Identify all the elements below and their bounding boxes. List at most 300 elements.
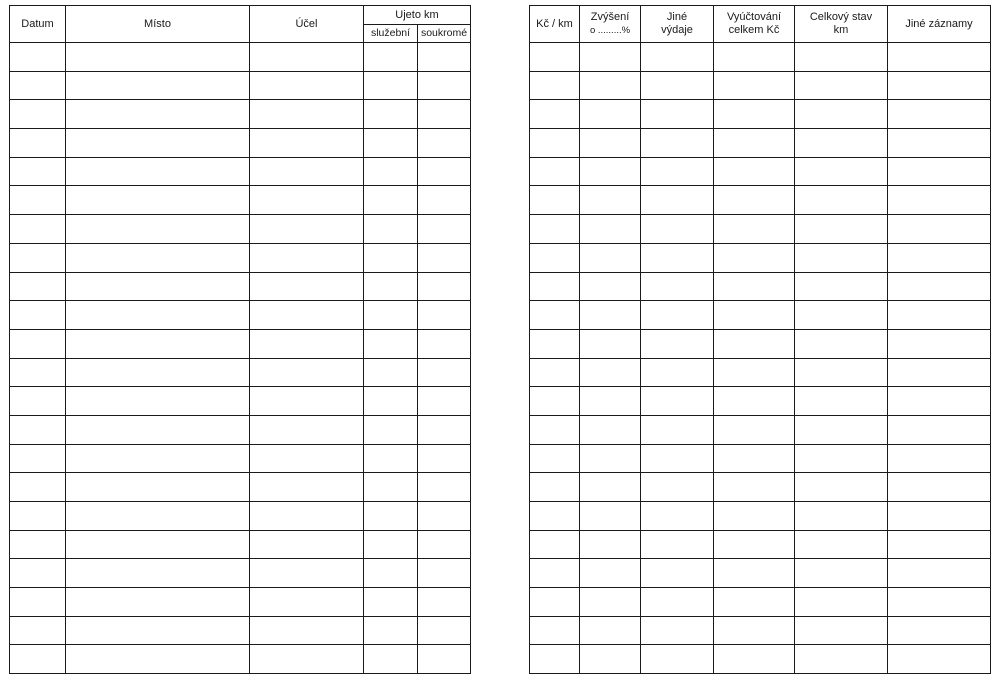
right-table-row bbox=[530, 415, 991, 444]
left-table-empty-cell[interactable] bbox=[364, 215, 418, 244]
right-table-empty-cell[interactable] bbox=[795, 358, 888, 387]
right-table-row bbox=[530, 358, 991, 387]
right-table-empty-cell[interactable] bbox=[795, 71, 888, 100]
right-table-empty-cell[interactable] bbox=[580, 215, 641, 244]
left-table-row bbox=[10, 71, 471, 100]
left-table-empty-cell[interactable] bbox=[66, 100, 250, 129]
left-table-empty-cell[interactable] bbox=[418, 387, 471, 416]
left-table-row bbox=[10, 43, 471, 72]
right-table-empty-cell[interactable] bbox=[530, 100, 580, 129]
right-table-empty-cell[interactable] bbox=[714, 473, 795, 502]
left-table-empty-cell[interactable] bbox=[418, 444, 471, 473]
left-table-empty-cell[interactable] bbox=[66, 444, 250, 473]
right-table-empty-cell[interactable] bbox=[530, 588, 580, 617]
right-table-empty-cell[interactable] bbox=[530, 71, 580, 100]
left-table-empty-cell[interactable] bbox=[364, 502, 418, 531]
left-table-empty-cell[interactable] bbox=[364, 645, 418, 674]
right-table-empty-cell[interactable] bbox=[795, 301, 888, 330]
left-table-row bbox=[10, 444, 471, 473]
right-table-empty-cell[interactable] bbox=[580, 186, 641, 215]
left-table-empty-cell[interactable] bbox=[250, 387, 364, 416]
right-table-empty-cell[interactable] bbox=[795, 272, 888, 301]
right-table-empty-cell[interactable] bbox=[530, 329, 580, 358]
right-table-empty-cell[interactable] bbox=[888, 186, 991, 215]
left-table-empty-cell[interactable] bbox=[66, 157, 250, 186]
right-table-empty-cell[interactable] bbox=[795, 215, 888, 244]
right-table-empty-cell[interactable] bbox=[641, 473, 714, 502]
right-table-empty-cell[interactable] bbox=[888, 329, 991, 358]
left-table-empty-cell[interactable] bbox=[250, 645, 364, 674]
right-table-empty-cell[interactable] bbox=[888, 100, 991, 129]
right-table-empty-cell[interactable] bbox=[641, 43, 714, 72]
left-table-row bbox=[10, 358, 471, 387]
left-table-empty-cell[interactable] bbox=[250, 272, 364, 301]
left-table-empty-cell[interactable] bbox=[364, 329, 418, 358]
left-table-empty-cell[interactable] bbox=[364, 530, 418, 559]
left-table-empty-cell[interactable] bbox=[10, 43, 66, 72]
left-table-empty-cell[interactable] bbox=[250, 329, 364, 358]
left-table-empty-cell[interactable] bbox=[250, 157, 364, 186]
right-table-empty-cell[interactable] bbox=[714, 215, 795, 244]
right-table-empty-cell[interactable] bbox=[888, 588, 991, 617]
right-table-empty-cell[interactable] bbox=[714, 358, 795, 387]
right-table-empty-cell[interactable] bbox=[714, 129, 795, 158]
left-table-empty-cell[interactable] bbox=[364, 157, 418, 186]
right-table-empty-cell[interactable] bbox=[580, 473, 641, 502]
left-table-row bbox=[10, 243, 471, 272]
left-table-empty-cell[interactable] bbox=[66, 129, 250, 158]
column-header-jine-vydaje bbox=[641, 6, 714, 43]
left-table-empty-cell[interactable] bbox=[364, 387, 418, 416]
left-table-empty-cell[interactable] bbox=[10, 157, 66, 186]
right-table-empty-cell[interactable] bbox=[530, 243, 580, 272]
left-table-row bbox=[10, 473, 471, 502]
right-table-empty-cell[interactable] bbox=[641, 502, 714, 531]
right-table-empty-cell[interactable] bbox=[641, 157, 714, 186]
right-table-empty-cell[interactable] bbox=[580, 272, 641, 301]
right-table-empty-cell[interactable] bbox=[888, 272, 991, 301]
left-table-empty-cell[interactable] bbox=[364, 473, 418, 502]
right-table-empty-cell[interactable] bbox=[580, 645, 641, 674]
right-table-empty-cell[interactable] bbox=[580, 329, 641, 358]
right-table-empty-cell[interactable] bbox=[641, 329, 714, 358]
left-table-empty-cell[interactable] bbox=[418, 415, 471, 444]
left-table-empty-cell[interactable] bbox=[10, 186, 66, 215]
left-table-empty-cell[interactable] bbox=[250, 444, 364, 473]
left-table-empty-cell[interactable] bbox=[364, 129, 418, 158]
right-table-empty-cell[interactable] bbox=[580, 502, 641, 531]
right-table-empty-cell[interactable] bbox=[888, 502, 991, 531]
right-table-empty-cell[interactable] bbox=[795, 502, 888, 531]
right-table-empty-cell[interactable] bbox=[888, 358, 991, 387]
right-table-row bbox=[530, 502, 991, 531]
left-table-empty-cell[interactable] bbox=[10, 301, 66, 330]
right-table-row bbox=[530, 473, 991, 502]
left-table-empty-cell[interactable] bbox=[250, 415, 364, 444]
right-table-empty-cell[interactable] bbox=[641, 243, 714, 272]
left-table-empty-cell[interactable] bbox=[418, 100, 471, 129]
right-table-empty-cell[interactable] bbox=[795, 100, 888, 129]
right-table-empty-cell[interactable] bbox=[580, 100, 641, 129]
right-table-empty-cell[interactable] bbox=[795, 157, 888, 186]
right-table-empty-cell[interactable] bbox=[888, 157, 991, 186]
left-table-empty-cell[interactable] bbox=[418, 301, 471, 330]
column-header-vyuctovani-line1: Vyúčtování bbox=[726, 11, 781, 23]
column-header-zvyseni bbox=[580, 6, 641, 43]
left-table-empty-cell[interactable] bbox=[250, 43, 364, 72]
left-table-empty-cell[interactable] bbox=[364, 415, 418, 444]
right-table-empty-cell[interactable] bbox=[795, 473, 888, 502]
right-table-row bbox=[530, 43, 991, 72]
right-table-empty-cell[interactable] bbox=[530, 43, 580, 72]
right-table-empty-cell[interactable] bbox=[530, 559, 580, 588]
left-table-row bbox=[10, 502, 471, 531]
right-table-empty-cell[interactable] bbox=[714, 329, 795, 358]
column-header-jine-zaznamy: Jiné záznamy bbox=[888, 6, 991, 43]
right-table-empty-cell[interactable] bbox=[530, 129, 580, 158]
left-table-empty-cell[interactable] bbox=[418, 157, 471, 186]
right-table-empty-cell[interactable] bbox=[641, 444, 714, 473]
right-table-empty-cell[interactable] bbox=[641, 272, 714, 301]
left-table-row bbox=[10, 186, 471, 215]
right-table-empty-cell[interactable] bbox=[530, 415, 580, 444]
right-table-empty-cell[interactable] bbox=[641, 530, 714, 559]
right-table-empty-cell[interactable] bbox=[714, 387, 795, 416]
right-table-empty-cell[interactable] bbox=[641, 415, 714, 444]
left-table-row bbox=[10, 157, 471, 186]
left-table-empty-cell[interactable] bbox=[66, 502, 250, 531]
left-table-empty-cell[interactable] bbox=[418, 559, 471, 588]
right-table-empty-cell[interactable] bbox=[714, 588, 795, 617]
column-header-ucel: Účel bbox=[250, 6, 364, 43]
right-table-empty-cell[interactable] bbox=[795, 43, 888, 72]
right-table-row bbox=[530, 387, 991, 416]
right-table-row bbox=[530, 588, 991, 617]
right-table-empty-cell[interactable] bbox=[795, 186, 888, 215]
right-table-empty-cell[interactable] bbox=[641, 186, 714, 215]
left-table-empty-cell[interactable] bbox=[364, 243, 418, 272]
right-table-empty-cell[interactable] bbox=[714, 444, 795, 473]
left-table-empty-cell[interactable] bbox=[10, 559, 66, 588]
right-table-empty-cell[interactable] bbox=[888, 444, 991, 473]
right-table-empty-cell[interactable] bbox=[795, 645, 888, 674]
right-table-empty-cell[interactable] bbox=[714, 645, 795, 674]
right-table-row bbox=[530, 444, 991, 473]
right-table-empty-cell[interactable] bbox=[530, 502, 580, 531]
right-table-empty-cell[interactable] bbox=[888, 559, 991, 588]
left-table-empty-cell[interactable] bbox=[10, 645, 66, 674]
left-table-empty-cell[interactable] bbox=[10, 616, 66, 645]
left-table-empty-cell[interactable] bbox=[418, 329, 471, 358]
right-table-empty-cell[interactable] bbox=[580, 301, 641, 330]
left-table-empty-cell[interactable] bbox=[418, 186, 471, 215]
left-table-empty-cell[interactable] bbox=[66, 387, 250, 416]
right-table-empty-cell[interactable] bbox=[888, 616, 991, 645]
left-table-empty-cell[interactable] bbox=[418, 43, 471, 72]
left-table-empty-cell[interactable] bbox=[10, 387, 66, 416]
right-table-row bbox=[530, 616, 991, 645]
right-table-empty-cell[interactable] bbox=[580, 358, 641, 387]
left-table-empty-cell[interactable] bbox=[418, 358, 471, 387]
left-table-empty-cell[interactable] bbox=[250, 530, 364, 559]
right-table-empty-cell[interactable] bbox=[580, 43, 641, 72]
left-table-row bbox=[10, 301, 471, 330]
right-table-empty-cell[interactable] bbox=[888, 71, 991, 100]
left-table-empty-cell[interactable] bbox=[250, 186, 364, 215]
right-table-empty-cell[interactable] bbox=[641, 387, 714, 416]
right-table-empty-cell[interactable] bbox=[530, 473, 580, 502]
right-table-empty-cell[interactable] bbox=[888, 243, 991, 272]
right-table-empty-cell[interactable] bbox=[795, 243, 888, 272]
left-table-empty-cell[interactable] bbox=[66, 243, 250, 272]
right-table-empty-cell[interactable] bbox=[714, 71, 795, 100]
right-table-empty-cell[interactable] bbox=[641, 215, 714, 244]
right-table-empty-cell[interactable] bbox=[580, 559, 641, 588]
right-table-empty-cell[interactable] bbox=[530, 301, 580, 330]
left-table-empty-cell[interactable] bbox=[364, 444, 418, 473]
left-table-empty-cell[interactable] bbox=[10, 588, 66, 617]
left-table-empty-cell[interactable] bbox=[364, 358, 418, 387]
left-table-row bbox=[10, 272, 471, 301]
left-table-empty-cell[interactable] bbox=[250, 129, 364, 158]
right-table-empty-cell[interactable] bbox=[530, 530, 580, 559]
column-header-jine-vydaje-line2: výdaje bbox=[661, 24, 693, 36]
left-table-empty-cell[interactable] bbox=[250, 358, 364, 387]
right-table-row bbox=[530, 215, 991, 244]
right-table-empty-cell[interactable] bbox=[795, 530, 888, 559]
left-table-empty-cell[interactable] bbox=[10, 530, 66, 559]
left-table-empty-cell[interactable] bbox=[364, 616, 418, 645]
right-table-empty-cell[interactable] bbox=[714, 502, 795, 531]
right-table-empty-cell[interactable] bbox=[580, 243, 641, 272]
right-table-empty-cell[interactable] bbox=[580, 387, 641, 416]
left-table-row bbox=[10, 530, 471, 559]
right-table-empty-cell[interactable] bbox=[888, 530, 991, 559]
left-table-empty-cell[interactable] bbox=[250, 588, 364, 617]
left-table-empty-cell[interactable] bbox=[10, 272, 66, 301]
left-table-empty-cell[interactable] bbox=[66, 186, 250, 215]
right-table-empty-cell[interactable] bbox=[580, 129, 641, 158]
left-table-empty-cell[interactable] bbox=[418, 588, 471, 617]
right-table-empty-cell[interactable] bbox=[530, 358, 580, 387]
left-table-row bbox=[10, 559, 471, 588]
left-table-empty-cell[interactable] bbox=[66, 530, 250, 559]
right-table-empty-cell[interactable] bbox=[530, 272, 580, 301]
right-table-empty-cell[interactable] bbox=[580, 157, 641, 186]
right-table-empty-cell[interactable] bbox=[641, 645, 714, 674]
left-table-empty-cell[interactable] bbox=[66, 301, 250, 330]
right-table-empty-cell[interactable] bbox=[641, 358, 714, 387]
left-table-empty-cell[interactable] bbox=[10, 444, 66, 473]
right-table-empty-cell[interactable] bbox=[714, 415, 795, 444]
trip-log-left-table bbox=[9, 5, 471, 674]
right-table-empty-cell[interactable] bbox=[530, 186, 580, 215]
right-table-empty-cell[interactable] bbox=[714, 43, 795, 72]
right-table-empty-cell[interactable] bbox=[580, 530, 641, 559]
column-header-vyuctovani bbox=[714, 6, 795, 43]
column-header-misto: Místo bbox=[66, 6, 250, 43]
left-table-empty-cell[interactable] bbox=[250, 559, 364, 588]
right-table-empty-cell[interactable] bbox=[714, 301, 795, 330]
left-table-empty-cell[interactable] bbox=[66, 616, 250, 645]
left-table-empty-cell[interactable] bbox=[250, 215, 364, 244]
right-table-empty-cell[interactable] bbox=[580, 616, 641, 645]
left-table-empty-cell[interactable] bbox=[250, 100, 364, 129]
right-table-row bbox=[530, 559, 991, 588]
right-table-empty-cell[interactable] bbox=[888, 645, 991, 674]
right-table-row bbox=[530, 186, 991, 215]
right-table-empty-cell[interactable] bbox=[795, 588, 888, 617]
left-table-empty-cell[interactable] bbox=[66, 43, 250, 72]
left-table-empty-cell[interactable] bbox=[10, 502, 66, 531]
left-table-row bbox=[10, 588, 471, 617]
right-table-empty-cell[interactable] bbox=[641, 71, 714, 100]
right-table-empty-cell[interactable] bbox=[641, 588, 714, 617]
right-table-empty-cell[interactable] bbox=[714, 100, 795, 129]
right-table-empty-cell[interactable] bbox=[714, 186, 795, 215]
right-table-empty-cell[interactable] bbox=[714, 157, 795, 186]
right-table-row bbox=[530, 129, 991, 158]
right-table-empty-cell[interactable] bbox=[888, 415, 991, 444]
left-table-empty-cell[interactable] bbox=[10, 215, 66, 244]
right-table-empty-cell[interactable] bbox=[580, 588, 641, 617]
right-table-empty-cell[interactable] bbox=[795, 444, 888, 473]
left-table-empty-cell[interactable] bbox=[66, 415, 250, 444]
left-table-empty-cell[interactable] bbox=[418, 243, 471, 272]
left-table-empty-cell[interactable] bbox=[418, 645, 471, 674]
left-table-empty-cell[interactable] bbox=[66, 473, 250, 502]
left-table-empty-cell[interactable] bbox=[418, 616, 471, 645]
left-table-empty-cell[interactable] bbox=[364, 559, 418, 588]
right-table-empty-cell[interactable] bbox=[714, 243, 795, 272]
left-table-empty-cell[interactable] bbox=[418, 215, 471, 244]
left-table-empty-cell[interactable] bbox=[66, 559, 250, 588]
right-table-empty-cell[interactable] bbox=[795, 387, 888, 416]
right-table-row bbox=[530, 157, 991, 186]
column-header-soukrome: soukromé bbox=[418, 25, 471, 43]
right-table-empty-cell[interactable] bbox=[888, 43, 991, 72]
left-table-empty-cell[interactable] bbox=[250, 473, 364, 502]
left-table-row bbox=[10, 415, 471, 444]
right-table-empty-cell[interactable] bbox=[795, 559, 888, 588]
right-table-empty-cell[interactable] bbox=[714, 530, 795, 559]
left-table-empty-cell[interactable] bbox=[66, 215, 250, 244]
column-header-celkovy-stav-line2: km bbox=[833, 24, 849, 36]
right-table-empty-cell[interactable] bbox=[530, 215, 580, 244]
left-table-empty-cell[interactable] bbox=[66, 71, 250, 100]
left-table-row bbox=[10, 616, 471, 645]
right-table-empty-cell[interactable] bbox=[888, 301, 991, 330]
left-table-row bbox=[10, 329, 471, 358]
left-table-row bbox=[10, 100, 471, 129]
left-table-empty-cell[interactable] bbox=[418, 272, 471, 301]
left-table-empty-cell[interactable] bbox=[364, 71, 418, 100]
right-table-empty-cell[interactable] bbox=[888, 387, 991, 416]
right-table-empty-cell[interactable] bbox=[795, 616, 888, 645]
right-table-empty-cell[interactable] bbox=[530, 444, 580, 473]
column-header-celkovy-stav-line1: Celkový stav bbox=[809, 11, 873, 23]
right-table-empty-cell[interactable] bbox=[580, 71, 641, 100]
right-table-body bbox=[530, 43, 991, 674]
left-table-empty-cell[interactable] bbox=[364, 272, 418, 301]
right-table-empty-cell[interactable] bbox=[530, 616, 580, 645]
right-table-empty-cell[interactable] bbox=[580, 415, 641, 444]
left-table-empty-cell[interactable] bbox=[250, 243, 364, 272]
right-table-empty-cell[interactable] bbox=[795, 129, 888, 158]
left-table-empty-cell[interactable] bbox=[250, 616, 364, 645]
right-table-row bbox=[530, 329, 991, 358]
left-table-empty-cell[interactable] bbox=[418, 530, 471, 559]
left-table-empty-cell[interactable] bbox=[10, 100, 66, 129]
left-table-empty-cell[interactable] bbox=[10, 129, 66, 158]
left-table-empty-cell[interactable] bbox=[418, 473, 471, 502]
left-table-empty-cell[interactable] bbox=[250, 502, 364, 531]
left-table-empty-cell[interactable] bbox=[364, 100, 418, 129]
left-table-empty-cell[interactable] bbox=[10, 243, 66, 272]
left-table-empty-cell[interactable] bbox=[10, 415, 66, 444]
left-table-row bbox=[10, 387, 471, 416]
right-table-empty-cell[interactable] bbox=[530, 387, 580, 416]
left-table-empty-cell[interactable] bbox=[364, 301, 418, 330]
right-table-row bbox=[530, 301, 991, 330]
left-table-empty-cell[interactable] bbox=[66, 358, 250, 387]
left-table-row bbox=[10, 645, 471, 674]
left-table-empty-cell[interactable] bbox=[66, 329, 250, 358]
right-table-empty-cell[interactable] bbox=[641, 129, 714, 158]
left-table-empty-cell[interactable] bbox=[250, 71, 364, 100]
left-table-empty-cell[interactable] bbox=[66, 272, 250, 301]
left-table-empty-cell[interactable] bbox=[66, 645, 250, 674]
right-table-empty-cell[interactable] bbox=[888, 129, 991, 158]
right-table-empty-cell[interactable] bbox=[714, 616, 795, 645]
left-table-empty-cell[interactable] bbox=[364, 43, 418, 72]
right-table-empty-cell[interactable] bbox=[795, 415, 888, 444]
right-table-empty-cell[interactable] bbox=[714, 559, 795, 588]
right-table-empty-cell[interactable] bbox=[641, 100, 714, 129]
right-table-row bbox=[530, 71, 991, 100]
left-table-empty-cell[interactable] bbox=[364, 588, 418, 617]
column-header-datum: Datum bbox=[10, 6, 66, 43]
left-table-row bbox=[10, 215, 471, 244]
right-table-empty-cell[interactable] bbox=[580, 444, 641, 473]
left-table-empty-cell[interactable] bbox=[418, 502, 471, 531]
left-table-empty-cell[interactable] bbox=[10, 329, 66, 358]
right-table-empty-cell[interactable] bbox=[641, 616, 714, 645]
left-table-body bbox=[10, 43, 471, 674]
right-table-empty-cell[interactable] bbox=[530, 645, 580, 674]
left-table-empty-cell[interactable] bbox=[66, 588, 250, 617]
left-table-empty-cell[interactable] bbox=[418, 129, 471, 158]
left-table-empty-cell[interactable] bbox=[250, 301, 364, 330]
right-table-empty-cell[interactable] bbox=[530, 157, 580, 186]
right-table-empty-cell[interactable] bbox=[795, 329, 888, 358]
column-header-celkovy-stav-km bbox=[795, 6, 888, 43]
left-table-empty-cell[interactable] bbox=[418, 71, 471, 100]
right-table-empty-cell[interactable] bbox=[888, 473, 991, 502]
left-table-empty-cell[interactable] bbox=[10, 71, 66, 100]
right-table-empty-cell[interactable] bbox=[888, 215, 991, 244]
left-table-empty-cell[interactable] bbox=[10, 473, 66, 502]
left-table-empty-cell[interactable] bbox=[364, 186, 418, 215]
column-header-zvyseni-line1: Zvýšení bbox=[590, 11, 630, 23]
column-header-ujeto-km: Ujeto km bbox=[364, 6, 471, 25]
right-table-empty-cell[interactable] bbox=[641, 559, 714, 588]
left-table-row bbox=[10, 129, 471, 158]
right-table-row bbox=[530, 100, 991, 129]
right-table-empty-cell[interactable] bbox=[714, 272, 795, 301]
left-table-empty-cell[interactable] bbox=[10, 358, 66, 387]
right-table-empty-cell[interactable] bbox=[641, 301, 714, 330]
